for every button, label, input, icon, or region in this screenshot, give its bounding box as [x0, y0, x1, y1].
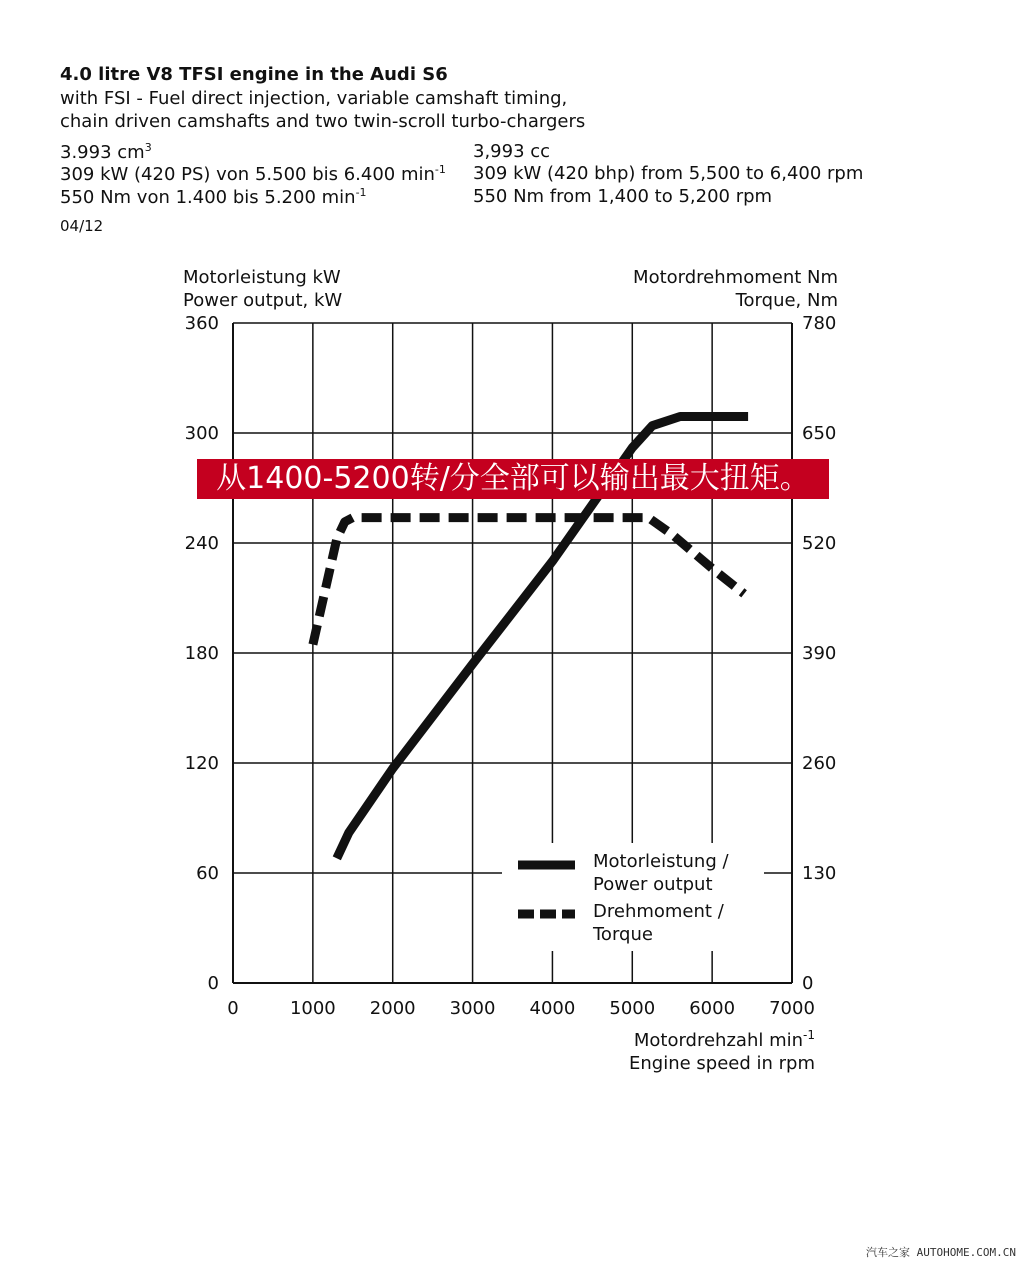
x-tick-label: 6000 [689, 998, 736, 1019]
x-axis-label-en: Engine speed in rpm [628, 1053, 815, 1074]
x-tick-label: 0 [227, 998, 239, 1019]
right-tick-label: 0 [802, 973, 814, 994]
subtitle-line-2: chain driven camshafts and two twin-scroll turbo-chargers [60, 111, 586, 132]
x-tick-label: 1000 [289, 998, 336, 1019]
spec-power-en: 309 kW (420 bhp) from 5,500 to 6,400 rpm [473, 163, 864, 184]
legend-power-line1: Motorleistung / [593, 851, 729, 872]
right-tick-label: 260 [802, 753, 837, 774]
left-tick-label: 60 [196, 863, 219, 884]
x-tick-label: 3000 [449, 998, 496, 1019]
x-tick-label: 2000 [369, 998, 416, 1019]
left-tick-label: 300 [184, 423, 219, 444]
legend-torque-line1: Drehmoment / [593, 901, 724, 922]
spec-power-de: 309 kW (420 PS) von 5.500 bis 6.400 $\min^{-1}$ [60, 163, 446, 185]
spec-torque-en: 550 Nm from 1,400 to 5,200 rpm [473, 186, 773, 207]
spec-torque-de: 550 Nm von 1.400 bis 5.200 $\min^{-1}$ [60, 186, 367, 208]
spec-displacement-en: 3,993 cc [473, 141, 551, 162]
right-tick-label: 780 [802, 313, 837, 334]
left-axis-label-de: Motorleistung kW [183, 267, 341, 288]
left-tick-label: 120 [184, 753, 219, 774]
x-tick-label: 5000 [609, 998, 656, 1019]
left-tick-label: 0 [207, 973, 219, 994]
chinese-caption-banner: 从1400-5200转/分全部可以输出最大扭矩。 [197, 459, 829, 499]
chart-title: 4.0 litre V8 TFSI engine in the Audi S6 [60, 64, 448, 85]
legend-torque-line2: Torque [593, 924, 653, 945]
right-tick-label: 650 [802, 423, 837, 444]
x-tick-label: 4000 [529, 998, 576, 1019]
x-tick-label: 7000 [769, 998, 815, 1019]
left-tick-label: 360 [184, 313, 219, 334]
x-axis-label-de: Motordrehzahl $\min^{-1}$ [633, 1028, 815, 1051]
right-axis-label-en: Torque, Nm [735, 290, 838, 311]
subtitle-line-1: with FSI - Fuel direct injection, variable camshaft timing, [60, 88, 568, 109]
right-axis-label-de: Motordrehmoment Nm [633, 267, 838, 288]
legend-power-line2: Power output [593, 874, 713, 895]
right-tick-label: 520 [802, 533, 837, 554]
autohome-watermark: 汽车之家 AUTOHOME.COM.CN [866, 1246, 1016, 1259]
torque-line [313, 518, 744, 645]
left-tick-label: 240 [184, 533, 219, 554]
spec-displacement-de: 3.993 $cm^3$ [60, 141, 152, 163]
left-tick-label: 180 [184, 643, 219, 664]
right-tick-label: 130 [802, 863, 837, 884]
date-label: 04/12 [60, 217, 104, 235]
right-tick-label: 390 [802, 643, 837, 664]
left-axis-label-en: Power output, kW [183, 290, 343, 311]
